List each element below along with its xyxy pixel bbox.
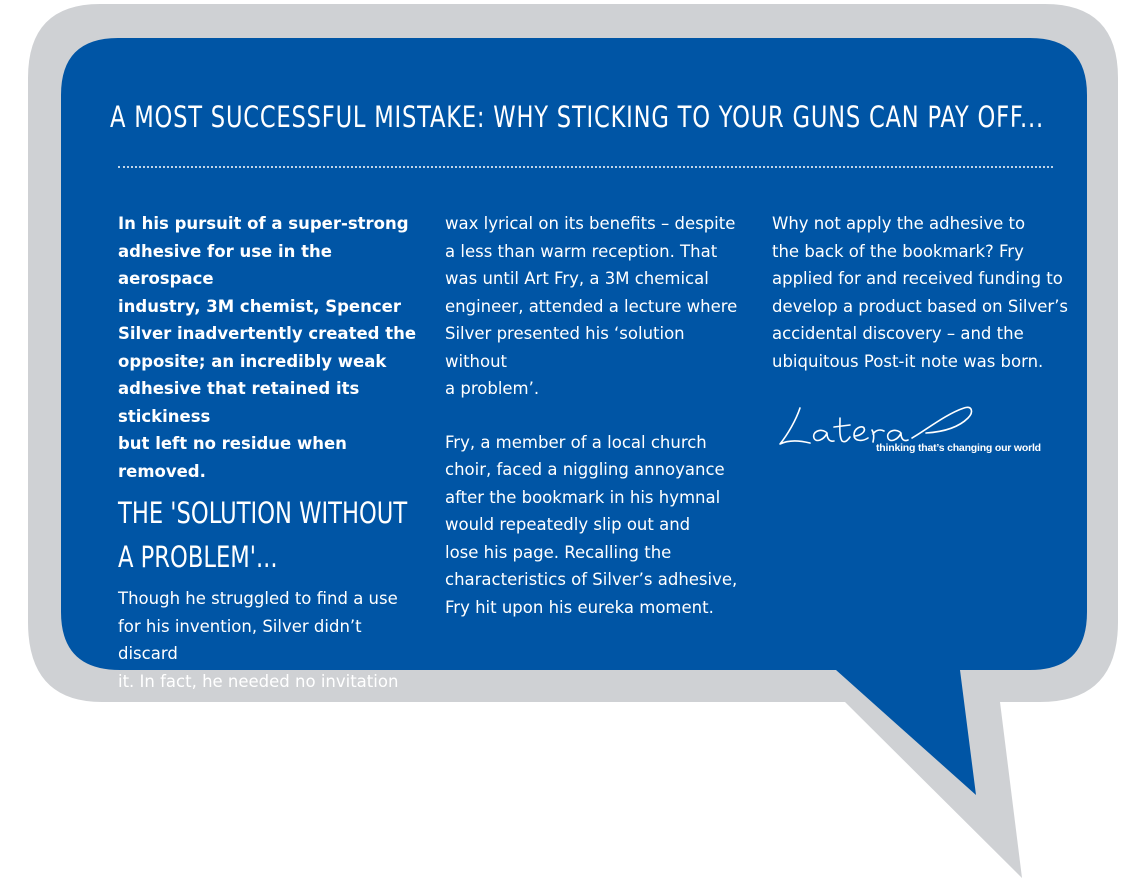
column-1 [118,210,418,723]
body-paragraph: wax lyrical on its benefits – despite a less than warm reception. That was until Art Fry, a 3M chemical engineer, attended a lecture where Silver presented his ‘solution without a problem’. [445,214,738,398]
body-paragraph: Fry, a member of a local church choir, faced a niggling annoyance after the bookmark in his hymnal would repeatedly slip out and lose his page. Recalling the characteristics of Silver’s adhesive, Fry hit upon his eureka moment. [445,432,738,617]
logo-tagline: thinking that’s changing our world [876,442,1041,454]
column-3 [772,210,1072,375]
body-paragraph: Though he struggled to find a use for his invention, Silver didn’t discard it. In fact, he needed no invitation to [118,589,399,718]
intro-paragraph: In his pursuit of a super-strong adhesive for use in the aerospace industry, 3M chemist, Spencer Silver inadvertently created the opposite; an incredibly weak adhesive that retained its stickiness but left no residue when removed. [118,214,417,481]
dotted-divider [118,166,1053,168]
article-title: A MOST SUCCESSFUL MISTAKE: WHY STICKING TO YOUR GUNS CAN PAY OFF... [110,100,1044,134]
section-subheading: THE 'SOLUTION WITHOUT A PROBLEM'... [118,496,408,574]
body-paragraph: Why not apply the adhesive to the back of the bookmark? Fry applied for and received funding to develop a product based on Silver’s accidental discovery – and the ubiquitous Post-it note was born. [772,214,1069,371]
lateral-logo [776,400,1046,460]
column-2 [445,210,745,621]
